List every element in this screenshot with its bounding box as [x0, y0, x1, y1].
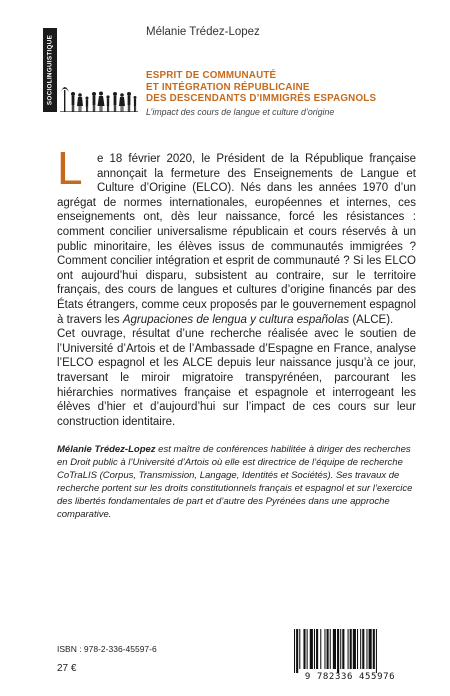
isbn: ISBN : 978-2-336-45597-6 [57, 644, 157, 654]
drop-cap-space [57, 152, 97, 188]
barcode-bar [327, 629, 329, 669]
barcode-bar [340, 629, 341, 669]
barcode-bar [314, 629, 315, 669]
price: 27 € [57, 663, 77, 674]
bio-author-name: Mélanie Trédez-Lopez [57, 444, 156, 455]
barcode-bar [294, 629, 295, 673]
barcode-bar [357, 629, 358, 669]
title-line-1: ESPRIT DE COMMUNAUTÉ [146, 70, 277, 81]
blurb-p1-italic: Agrupaciones de lengua y cultura españolas [122, 313, 350, 326]
bio-text: est maître de conférences habilitée à diriger des recherches en Droit public à l’Université d’Artois où elle est directrice de l’équipe de recherche CoTraLIS (Corpus, Transmission, Langage, Identités et Sociétés). Ses travaux de recherche portent sur les droits constitutionnels français et espagnol et sur l’exercice des libertés fondamentales de part et d’autre des Pyrénées dans une approche comparative. [57, 444, 413, 521]
barcode-number: 9 782336 455976 [304, 672, 396, 682]
barcode-bar [362, 629, 364, 669]
author-name: Mélanie Trédez-Lopez [146, 26, 260, 38]
series-label: SOCIOLINGUISTIQUE [46, 34, 54, 106]
barcode-bar [373, 629, 375, 669]
barcode-bar [303, 629, 305, 669]
barcode-bar [307, 629, 308, 669]
barcode-bar [299, 629, 300, 669]
barcode-bar [353, 629, 356, 669]
barcode-bar [333, 629, 336, 669]
barcode-bar [350, 629, 352, 669]
series-band [43, 28, 57, 112]
silhouettes-logo [60, 80, 138, 112]
blurb-p1-part2: (ALCE). [349, 313, 394, 326]
barcode-bar [337, 629, 339, 673]
blurb-paragraph-2: Cet ouvrage, résultat d’une recherche réalisée avec le soutien de l’Université d’Artois et de l’Ambassade d’Espagne en France, analyse l’ELCO espagnol et les ALCE depuis leur naissance jusqu’à ce jour, traversant le miroir migratoire transpyrénéen, parcourant les hiérarchies normatives française et espagnole et interrogeant les élèves d’hier et d’aujourd’hui sur l’impact de ces cours sur leur construction identitaire. [57, 328, 416, 428]
barcode-bar [369, 629, 372, 669]
blurb-p1-part1: e 18 février 2020, le Président de la République française annonçait la fermeture des Enseignements de Langue et Culture d’Origine (ELCO). Nés dans les années 1970 d’un agrégat de normes internationales, européennes et internes, ces enseignements ont, dès leur naissance, forcé les résistances : comment concilier universalisme républicain et cours réservés à un public minoritaire, les élèves issus de communautés immigrées ? Comment concilier intégration et esprit de communauté ? Si les ELCO ont aujourd’hui disparu, subsistent au contraire, sur le territoire français, des cours de langues et cultures d’origine financés par des États étrangers, comme ceux proposés par le gouvernement espagnol à travers les [57, 153, 416, 326]
title-line-2: ET INTÉGRATION RÉPUBLICAINE [146, 81, 310, 93]
title-line-3: DES DESCENDANTS D’IMMIGRÉS ESPAGNOLS [146, 93, 377, 105]
book-subtitle: L’impact des cours de langue et culture d’origine [146, 107, 335, 117]
barcode-bar [320, 629, 321, 669]
barcode-bar [342, 629, 344, 669]
barcode-bars [284, 627, 416, 673]
blurb [57, 152, 416, 429]
barcode [284, 627, 416, 685]
author-bio [57, 443, 416, 522]
blurb-paragraph-1 [57, 152, 416, 327]
barcode-bar [330, 629, 331, 669]
book-title [146, 70, 416, 105]
barcode-bar [310, 629, 313, 669]
barcode-bar [324, 629, 325, 669]
barcode-bar [360, 629, 361, 669]
barcode-bar [316, 629, 318, 669]
barcode-bar [376, 629, 377, 673]
barcode-bar [296, 629, 298, 673]
barcode-bar [348, 629, 349, 669]
barcode-bar [366, 629, 367, 669]
drop-cap-letter: L [57, 150, 83, 188]
